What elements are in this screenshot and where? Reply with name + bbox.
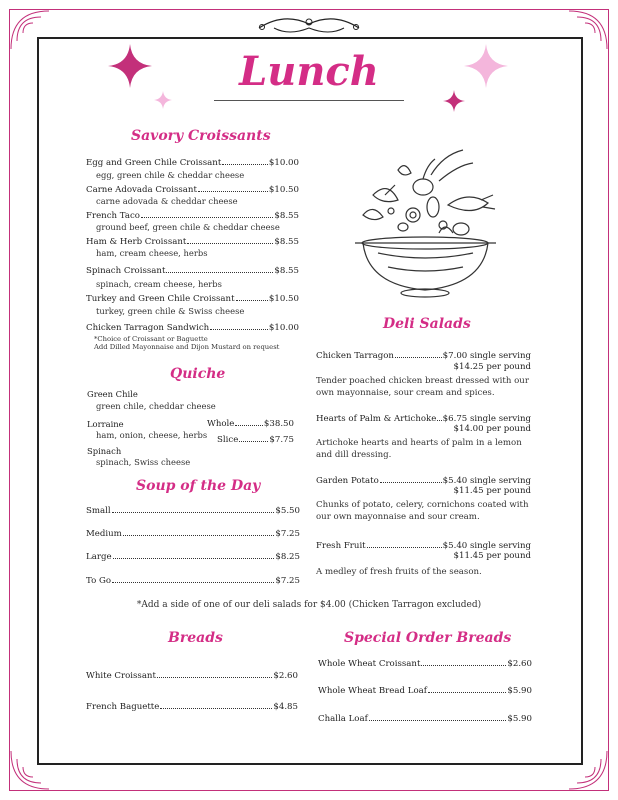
menu-item: Small $5.50 (86, 506, 300, 516)
quiche-whole-price: Whole $38.50 (207, 419, 294, 429)
menu-item: Large $8.25 (86, 552, 300, 562)
menu-item: Challa Loaf $5.90 (318, 714, 532, 724)
page-title: Lunch (239, 48, 379, 95)
price-per-pound: $14.25 per pound (453, 362, 531, 372)
special-breads-heading: Special Order Breads (344, 630, 512, 646)
menu-item: Whole Wheat Croissant $2.60 (318, 659, 532, 669)
item-description: turkey, green chile & Swiss cheese (96, 306, 245, 316)
flourish-icon (254, 10, 364, 36)
corner-flourish-bottom-left-icon (9, 741, 59, 791)
item-description: green chile, cheddar cheese (96, 401, 216, 411)
croissant-note: Add Dilled Mayonnaise and Dijon Mustard on request (94, 343, 280, 351)
item-description: ground beef, green chile & cheddar cheese (96, 222, 280, 232)
price-per-pound: $14.00 per pound (453, 424, 531, 434)
menu-item: White Croissant $2.60 (86, 671, 298, 681)
menu-item: Chicken Tarragon $7.00 single serving (316, 351, 531, 361)
menu-item: Ham & Herb Croissant $8.55 (86, 237, 299, 247)
item-description: Tender poached chicken breast dressed with our own mayonnaise, sour cream and spices. (316, 376, 529, 398)
deli-heading: Deli Salads (383, 316, 471, 332)
menu-item: Egg and Green Chile Croissant $10.00 (86, 158, 299, 168)
menu-item: Garden Potato $5.40 single serving (316, 476, 531, 486)
item-description: egg, green chile & cheddar cheese (96, 170, 245, 180)
item-description: Artichoke hearts and hearts of palm in a lemon and dill dressing. (316, 438, 522, 460)
croissant-note: *Choice of Croissant or Baguette (94, 335, 208, 343)
menu-item: Turkey and Green Chile Croissant $10.50 (86, 294, 299, 304)
menu-item: Chicken Tarragon Sandwich $10.00 (86, 323, 299, 333)
title-divider (214, 100, 404, 101)
menu-item: Medium $7.25 (86, 529, 300, 539)
item-description: spinach, cream cheese, herbs (96, 279, 222, 289)
item-description: spinach, Swiss cheese (96, 457, 191, 467)
item-description: carne adovada & cheddar cheese (96, 196, 238, 206)
price-per-pound: $11.45 per pound (453, 551, 531, 561)
item-description: ham, cream cheese, herbs (96, 248, 208, 258)
corner-flourish-bottom-right-icon (559, 741, 609, 791)
quiche-item-name: Lorraine (87, 419, 124, 429)
breads-heading: Breads (168, 630, 223, 646)
quiche-item-name: Green Chile (87, 389, 138, 399)
salad-bowl-illustration (343, 145, 508, 305)
menu-item: Fresh Fruit $5.40 single serving (316, 541, 531, 551)
quiche-heading: Quiche (170, 366, 226, 382)
menu-item: Hearts of Palm & Artichoke $6.75 single serving (316, 414, 531, 424)
quiche-slice-price: Slice $7.75 (217, 435, 294, 445)
menu-item: French Baguette $4.85 (86, 702, 298, 712)
item-description: Chunks of potato, celery, cornichons coated with our own mayonnaise and sour cream. (316, 500, 529, 522)
soup-heading: Soup of the Day (136, 478, 261, 494)
deli-side-note: *Add a side of one of our deli salads for $4.00 (Chicken Tarragon excluded) (136, 600, 482, 610)
menu-item: Spinach Croissant $8.55 (86, 266, 299, 276)
menu-item: French Taco $8.55 (86, 211, 299, 221)
item-description: ham, onion, cheese, herbs (96, 430, 208, 440)
price-per-pound: $11.45 per pound (453, 486, 531, 496)
menu-item: Whole Wheat Bread Loaf $5.90 (318, 686, 532, 696)
menu-item: Carne Adovada Croissant $10.50 (86, 185, 299, 195)
quiche-item-name: Spinach (87, 446, 122, 456)
item-description: A medley of fresh fruits of the season. (316, 567, 482, 577)
menu-item: To Go $7.25 (86, 576, 300, 586)
croissants-heading: Savory Croissants (131, 128, 271, 144)
